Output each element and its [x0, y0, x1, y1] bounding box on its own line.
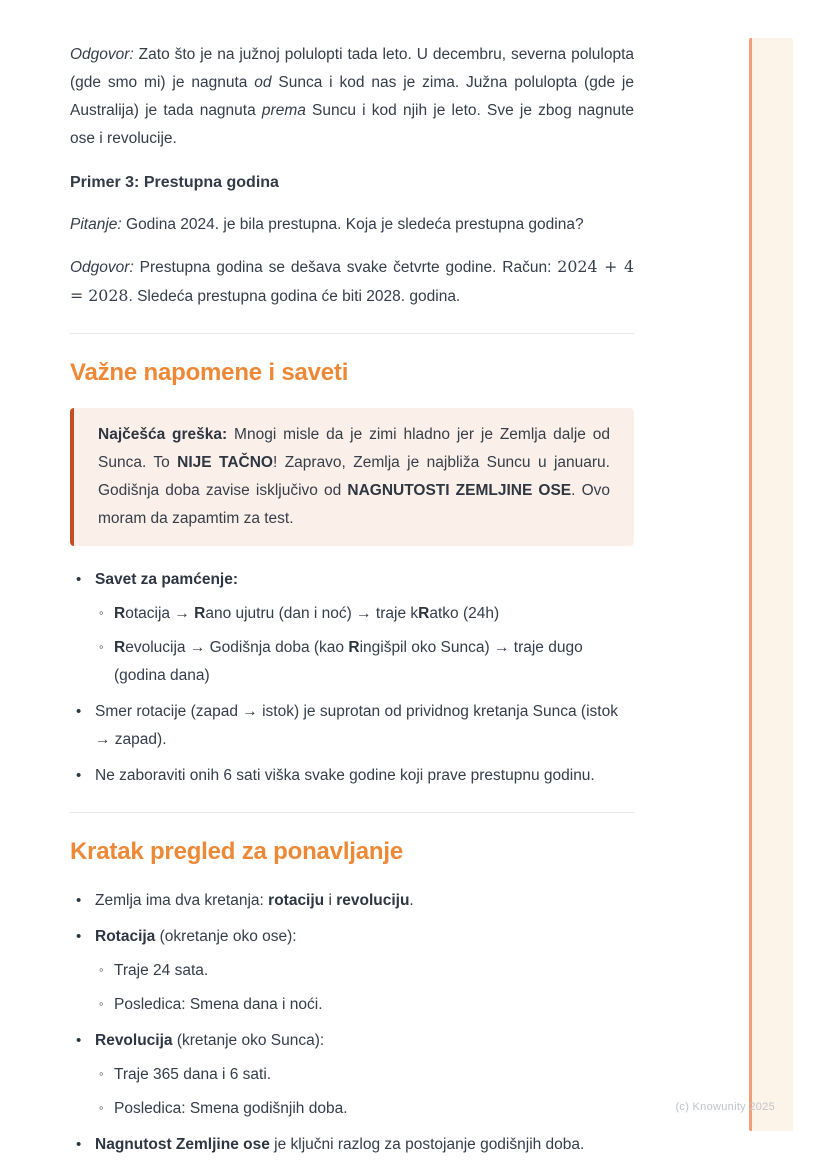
text-segment: Nagnutost Zemljine ose	[95, 1136, 270, 1153]
list-item-text	[95, 703, 618, 748]
bullet-icon: •	[76, 767, 82, 784]
list-item-text	[114, 605, 499, 622]
bullet-icon: ◦	[99, 1066, 104, 1081]
text-segment: Mnogi misle da je zimi hladno jer je Zemlja dalje od Sunca. To	[98, 426, 610, 471]
bullet-icon: ◦	[99, 1100, 104, 1115]
bullet-icon: •	[76, 892, 82, 909]
heading-vazne-napomene	[70, 358, 634, 388]
paragraph-odgovor-godisnja-doba	[70, 41, 634, 153]
text-segment: Sunca i kod nas je zima. Južna polulopta (gde je Australija) je tada nagnuta	[70, 74, 634, 119]
bullet-icon: ◦	[99, 639, 104, 654]
text-segment: i	[324, 892, 337, 909]
list-item	[70, 887, 634, 915]
text-segment: prema	[261, 102, 306, 119]
bullet-icon: •	[76, 1136, 82, 1153]
section-divider-1	[70, 333, 634, 334]
text-segment: . Ovo moram da zapamtim za test.	[98, 482, 610, 527]
text-segment: Revolucija	[95, 1032, 173, 1049]
list-item-text	[114, 962, 208, 979]
text-segment: Zemlja ima dva kretanja:	[95, 892, 269, 909]
document-content	[70, 41, 634, 1167]
paragraph-odgovor-prestupna	[70, 253, 634, 311]
text-segment: NAGNUTOSTI ZEMLJINE OSE	[347, 482, 572, 499]
text-segment: (kretanje oko Sunca):	[172, 1032, 325, 1049]
text-segment: rotaciju	[268, 892, 325, 909]
bullet-icon: ◦	[99, 962, 104, 977]
text-segment: Posledica: Smena dana i noći.	[114, 996, 323, 1013]
decorative-right-bar	[749, 38, 793, 1131]
sub-list-item	[95, 634, 634, 690]
section-divider-2	[70, 812, 634, 813]
text-segment: Traje 24 sata.	[114, 962, 209, 979]
sub-list	[95, 1061, 634, 1123]
list-item	[70, 1027, 634, 1123]
text-segment: ano ujutru (dan i noć) → traje k	[205, 605, 419, 622]
list-pregled	[70, 887, 634, 1159]
list-item-text	[95, 571, 238, 588]
list-item	[70, 762, 634, 790]
text-segment: NIJE TAČNO	[177, 454, 273, 471]
text-segment: Primer 3: Prestupna godina	[70, 174, 279, 191]
text-segment: je ključni razlog za postojanje godišnjih doba.	[269, 1136, 585, 1153]
list-napomene	[70, 566, 634, 790]
text-segment: Savet za pamćenje:	[95, 571, 239, 588]
text-segment: Suncu i kod njih je leto. Sve je zbog nagnute ose i revolucije.	[70, 102, 634, 147]
list-item	[70, 1131, 634, 1159]
text-segment: ! Zapravo, Zemlja je najbliža Suncu u januaru. Godišnja doba zavise isključivo od	[98, 454, 610, 499]
text-segment: Odgovor:	[70, 259, 134, 276]
bullet-icon: •	[76, 703, 82, 720]
sub-list-item	[95, 1061, 634, 1089]
text-segment: Ne zaboraviti onih 6 sati viška svake godine koji prave prestupnu godinu.	[95, 767, 595, 784]
sub-list-item	[95, 600, 634, 628]
heading-kratak-pregled	[70, 837, 634, 867]
text-segment: R	[418, 605, 430, 622]
text-segment: evolucija → Godišnja doba (kao	[125, 639, 349, 656]
text-segment: 2024 + 4 = 2028	[70, 257, 634, 305]
list-item-text	[95, 767, 595, 784]
bullet-icon: •	[76, 928, 82, 945]
text-segment: R	[348, 639, 360, 656]
list-item-text	[95, 1136, 584, 1153]
text-segment: Rotacija	[95, 928, 156, 945]
text-segment: Traje 365 dana i 6 sati.	[114, 1066, 272, 1083]
text-segment: Kratak pregled za ponavljanje	[70, 838, 403, 865]
text-segment: Odgovor:	[70, 46, 134, 63]
list-item-text	[95, 892, 414, 909]
text-segment: od	[254, 74, 272, 91]
list-item-text	[114, 1100, 348, 1117]
text-segment: Najčešća greška:	[98, 426, 228, 443]
text-segment: Pitanje:	[70, 216, 122, 233]
list-item-text	[114, 639, 583, 684]
text-segment: (okretanje oko ose):	[155, 928, 297, 945]
sub-list-item	[95, 957, 634, 985]
text-segment: R	[194, 605, 206, 622]
list-item-text	[114, 996, 323, 1013]
paragraph-pitanje-prestupna	[70, 211, 634, 239]
text-segment: atko (24h)	[429, 605, 500, 622]
callout-najcesca-greska	[70, 408, 634, 546]
text-segment: Zato što je na južnoj polulopti tada leto. U decembru, severna polulopta (gde smo mi) je nagnuta	[70, 46, 634, 91]
text-segment: R	[114, 639, 126, 656]
heading-primer-3	[70, 169, 634, 197]
text-segment: ingišpil oko Sunca) → traje dugo (godina dana)	[114, 639, 583, 684]
copyright-watermark: (c) Knowunity 2025	[675, 1101, 775, 1113]
text-segment: R	[114, 605, 126, 622]
text-segment: Prestupna godina se dešava svake četvrte godine. Račun:	[133, 259, 558, 276]
list-item	[70, 698, 634, 754]
text-segment: otacija →	[125, 605, 195, 622]
bullet-icon: ◦	[99, 996, 104, 1011]
list-item-text	[95, 1032, 324, 1049]
sub-list	[95, 957, 634, 1019]
bullet-icon: •	[76, 1032, 82, 1049]
list-item-text	[95, 928, 297, 945]
list-item	[70, 566, 634, 690]
text-segment: .	[409, 892, 414, 909]
text-segment: . Sledeća prestupna godina će biti 2028. godina.	[128, 288, 461, 305]
sub-list-item	[95, 991, 634, 1019]
list-item	[70, 923, 634, 1019]
sub-list-item	[95, 1095, 634, 1123]
text-segment: Posledica: Smena godišnjih doba.	[114, 1100, 348, 1117]
sub-list	[95, 600, 634, 690]
bullet-icon: •	[76, 571, 82, 588]
text-segment: revoluciju	[336, 892, 410, 909]
text-segment: Godina 2024. je bila prestupna. Koja je sledeća prestupna godina?	[121, 216, 584, 233]
list-item-text	[114, 1066, 271, 1083]
text-segment: Važne napomene i saveti	[70, 359, 349, 386]
text-segment: Smer rotacije (zapad → istok) je suprotan od prividnog kretanja Sunca (istok → zapad).	[95, 703, 618, 748]
bullet-icon: ◦	[99, 605, 104, 620]
